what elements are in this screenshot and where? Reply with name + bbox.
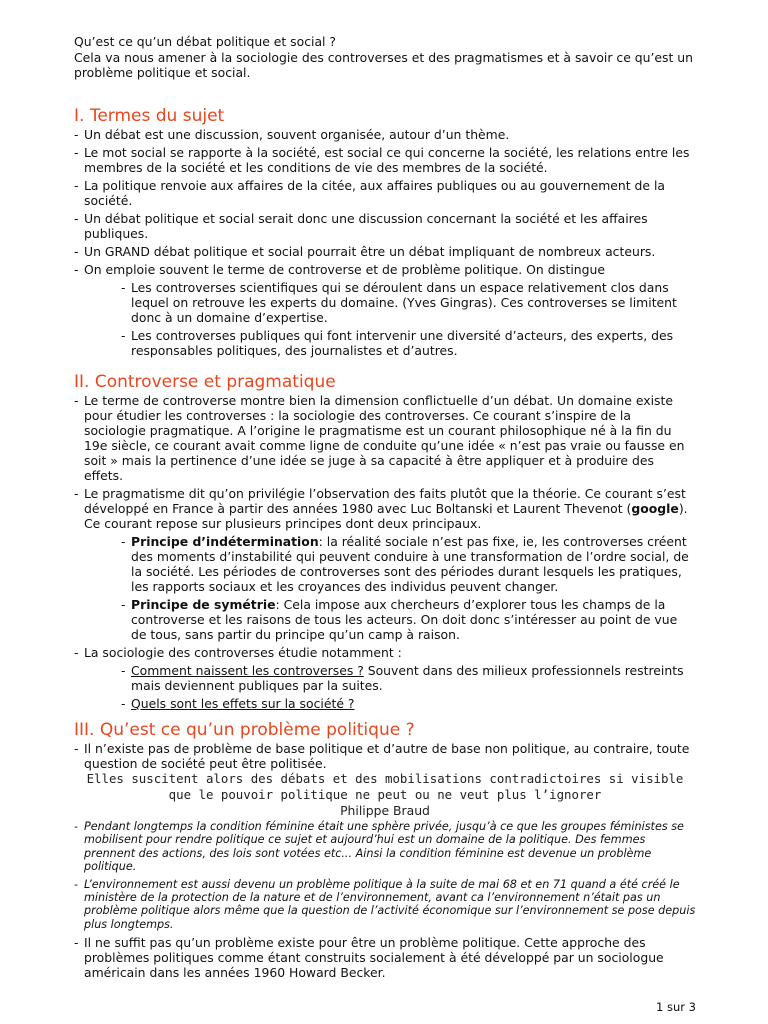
- section-1-list: [74, 127, 696, 361]
- list-item: - Le mot social se rapporte à la société, est social ce qui concerne la société, les relations entre les membres de la société et les conditions de vie des membres de la société.: [74, 145, 696, 175]
- list-item: - Un GRAND débat politique et social pourrait être un débat impliquant de nombreux acteurs.: [74, 244, 696, 259]
- intro-question: Qu’est ce qu’un débat politique et social ?: [74, 34, 337, 49]
- intro: [74, 34, 704, 81]
- examples-list: [74, 820, 696, 935]
- intro-text: Cela va nous amener à la sociologie des controverses et des pragmatismes et à savoir ce qu’est un problème politique et social.: [74, 49, 693, 80]
- sub-list-item: [74, 696, 696, 711]
- example-item: - L’environnement est aussi devenu un problème politique à la suite de mai 68 et en 71 quand a été créé le ministère de la protection de la nature et de l’environnement, avant ca l’environnement n’était pas un problème politique alors même que la question de l’activité économique sur l’environnement se pose depuis plus longtemps.: [74, 878, 696, 932]
- page-number: 1 sur 3: [656, 1000, 696, 1014]
- list-item-text: Le pragmatisme dit qu’on privilégie l’observation des faits plutôt que la théorie. Ce courant s’est développé en France à partir des années 1980 avec Luc Boltanski et Laurent Thevenot (: [84, 486, 686, 516]
- list-item: - Il n’existe pas de problème de base politique et d’autre de base non politique, au contraire, toute question de société peut être politisée.: [74, 741, 696, 771]
- list-item: - Il ne suffit pas qu’un problème existe pour être un problème politique. Cette approche des problèmes politiques comme étant construits socialement à été développé par un sociologue américain dans les années 1960 Howard Becker.: [74, 935, 696, 980]
- quote-block: [74, 771, 696, 819]
- section-3-list: [74, 741, 696, 774]
- principle-text: : Cela impose aux chercheurs d’explorer tous les champs de la controverse et les raisons de tous les acteurs. On doit donc s’intéresser au point de vue de tous, sans partir du principe qu’un camp à raison.: [131, 597, 678, 642]
- bold-term: google: [631, 501, 679, 516]
- section-3-title: III. Qu’est ce qu’un problème politique ?: [74, 720, 415, 740]
- list-item: - Un débat politique et social serait donc une discussion concernant la société et les affaires publiques.: [74, 211, 696, 241]
- sub-list-item: - Les controverses publiques qui font intervenir une diversité d’acteurs, des experts, des responsables politiques, des journalistes et d’autres.: [74, 328, 696, 358]
- list-item: - Le terme de controverse montre bien la dimension conflictuelle d’un débat. Un domaine existe pour étudier les controverses : la sociologie des controverses. Ce courant s’inspire de la sociologie pragmatique. A l’origine le pragmatisme est un courant philosophique né à la fin du 19e siècle, ce courant avait comme ligne de conduite qu’une idée « n’est pas vraie ou fausse en soit » mais la pertinence d’une idée se juge à sa capacité à être appliquer et à produire des effets.: [74, 393, 696, 483]
- sub-list-item: [74, 663, 696, 693]
- principle-label: Principe d’indétermination: [131, 534, 319, 549]
- list-item-text: ). Ce courant repose sur plusieurs principes dont deux principaux.: [84, 501, 688, 531]
- question-underlined: Comment naissent les controverses ?: [131, 663, 364, 678]
- quote-text: Elles suscitent alors des débats et des mobilisations contradictoires si visible que le pouvoir politique ne peut ou ne veut plus l’ignorer: [86, 771, 684, 802]
- section-1-title: I. Termes du sujet: [74, 106, 225, 126]
- principle-text: : la réalité sociale n’est pas fixe, ie, les controverses créent des moments d’instabilité qui peuvent conduire à une transformation de l’ordre social, de la société. Les périodes de controverses sont des périodes durant lesquels les pratiques, les rapports sociaux et les croyances des individus peuvent changer.: [131, 534, 689, 594]
- list-item: - On emploie souvent le terme de controverse et de problème politique. On distingue: [74, 262, 696, 277]
- section-2-title: II. Controverse et pragmatique: [74, 372, 336, 392]
- sub-list-item: [74, 597, 696, 642]
- sub-list-item: [74, 534, 696, 594]
- list-item: [74, 486, 696, 531]
- principle-label: Principe de symétrie: [131, 597, 276, 612]
- quote-author: Philippe Braud: [340, 803, 430, 818]
- list-item: - La sociologie des controverses étudie notamment :: [74, 645, 696, 660]
- section-2-list: [74, 393, 696, 714]
- list-item: - La politique renvoie aux affaires de la citée, aux affaires publiques ou au gouvernement de la société.: [74, 178, 696, 208]
- section-3-list-end: [74, 935, 696, 983]
- sub-list-item: - Les controverses scientifiques qui se déroulent dans un espace relativement clos dans lequel on retrouve les experts du domaine. (Yves Gingras). Ces controverses se limitent donc à un domaine d’expertise.: [74, 280, 696, 325]
- example-item: - Pendant longtemps la condition féminine était une sphère privée, jusqu’à ce que les groupes féministes se mobilisent pour rendre politique ce sujet et aujourd’hui est un domaine de la politique. Des femmes prennent des actions, des lois sont votées etc... Ainsi la condition féminine est devenue un problème politique.: [74, 820, 696, 874]
- list-item: - Un débat est une discussion, souvent organisée, autour d’un thème.: [74, 127, 696, 142]
- question-underlined: Quels sont les effets sur la société ?: [131, 696, 355, 711]
- question-answer: Souvent dans des milieux professionnels restreints mais deviennent publiques par la suites.: [131, 663, 684, 693]
